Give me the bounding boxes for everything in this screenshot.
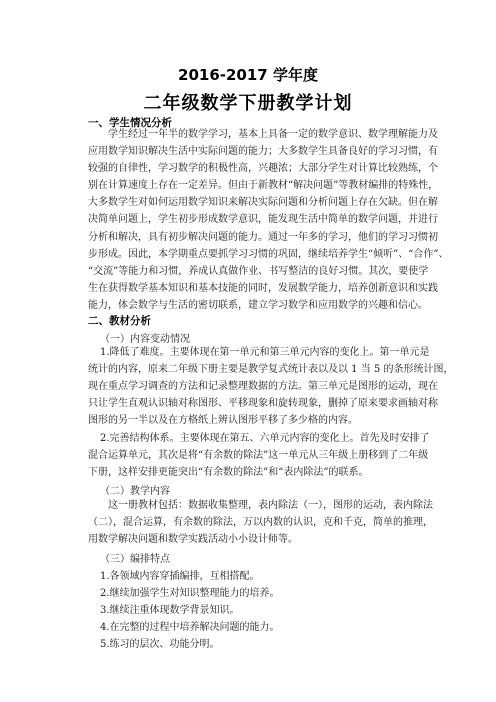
paragraph-teaching-content — [88, 497, 433, 548]
section-heading-textbook-analysis: 二、教材分析 — [88, 315, 151, 327]
text-line: 只让学生直观认识轴对称图形、平移现象和旋转现象，删掉了原来要求画轴对称 — [88, 398, 438, 410]
text-line: 别在计算速度上存在一定差异。但由于新教材“解决问题”等教材编排的特殊性， — [88, 180, 439, 192]
feature-item: 2.继续加强学生对知识整理能力的培养。 — [100, 588, 280, 599]
text-line: 决简单问题上，学生初步形成数学意识，能发现生活中简单的数学问题，并进行 — [88, 214, 438, 226]
text-line: 混合运算单元，其次是将“有余数的除法”这一单元从三年级上册移到了二年级 — [88, 450, 429, 462]
feature-item: 4.在完整的过程中培养解决问题的能力。 — [100, 622, 280, 633]
text-line: 分析和解决，具有初步解决问题的能力。通过一年多的学习，他们的学习习惯初 — [88, 231, 438, 243]
text-line: 下册，这样安排更能突出“有余数的除法”和“表内除法”的联系。 — [88, 467, 369, 479]
feature-item: 5.练习的层次、功能分明。 — [100, 639, 220, 650]
text-line: 较强的自律性，学习数学的积极性高，兴趣浓；大部分学生对计算比较熟练，个 — [88, 163, 438, 175]
paragraph-structure — [88, 430, 430, 481]
text-line: 应用数学知识解决生活中实际问题的能力；大多数学生具备良好的学习习惯，有 — [88, 146, 438, 158]
text-line: 统计的内容，原来二年级下册主要是教学复式统计表以及以 1 当 5 的条形统计图， — [88, 364, 454, 376]
section-heading-student-analysis: 一、学生情况分析 — [88, 117, 172, 129]
text-line: 图形的另一半以及在方格纸上辨认图形平移了多少格的内容。 — [88, 415, 358, 427]
text-line: 大多数学生对如何运用数学知识来解决实际问题和分析问题上存在欠缺。但在解 — [88, 197, 438, 209]
text-line: 2.完善结构体系。主要体现在第五、六单元内容的变化上。首先及时安排了 — [100, 433, 430, 444]
paragraph-student-analysis — [88, 126, 449, 314]
subheading-content-changes: （一）内容变动情况 — [100, 334, 190, 345]
feature-item: 1.各领域内容穿插编排，互相搭配。 — [100, 571, 260, 582]
text-line: 生在获得数学基本知识和基本技能的同时，发展数学能力，培养创新意识和实践 — [88, 282, 438, 294]
subheading-arrangement-features: （三）编排特点 — [100, 554, 170, 565]
text-line: “交流”等能力和习惯，养成认真做作业、书写整洁的良好习惯。其次，要使学 — [88, 265, 429, 277]
text-line: 学生经过一年半的数学学习，基本上具备一定的数学意识、数学理解能力及 — [108, 129, 438, 140]
paragraph-difficulty — [88, 344, 454, 429]
text-line: （二），混合运算，有余数的除法，万以内数的认识，克和千克，简单的推理， — [88, 517, 433, 529]
text-line: 用数学解决问题和数学实践活动小小设计师等。 — [88, 534, 298, 546]
feature-item: 3.继续注重体现数学背景知识。 — [100, 605, 240, 616]
text-line: 能力，体会数学与生活的密切联系，建立学习数学和应用数学的兴趣和信心。 — [88, 299, 428, 311]
title-year: 2016-2017 学年度 — [178, 66, 318, 84]
document-title: 二年级数学下册教学计划 — [143, 93, 353, 114]
subheading-teaching-content: （二）教学内容 — [100, 486, 170, 497]
text-line: 步形成。因此，本学期重点要抓学习习惯的巩固，继续培养学生“倾听”、“合作”、 — [88, 248, 449, 260]
text-line: 1.降低了难度。主要体现在第一单元和第三单元内容的变化上。第一单元是 — [100, 347, 430, 358]
text-line: 现在重点学习调查的方法和记录整理数据的方法。第三单元是图形的运动，现在 — [88, 381, 438, 393]
text-line: 这一册教材包括：数据收集整理，表内除法（一），图形的运动，表内除法 — [108, 500, 433, 511]
